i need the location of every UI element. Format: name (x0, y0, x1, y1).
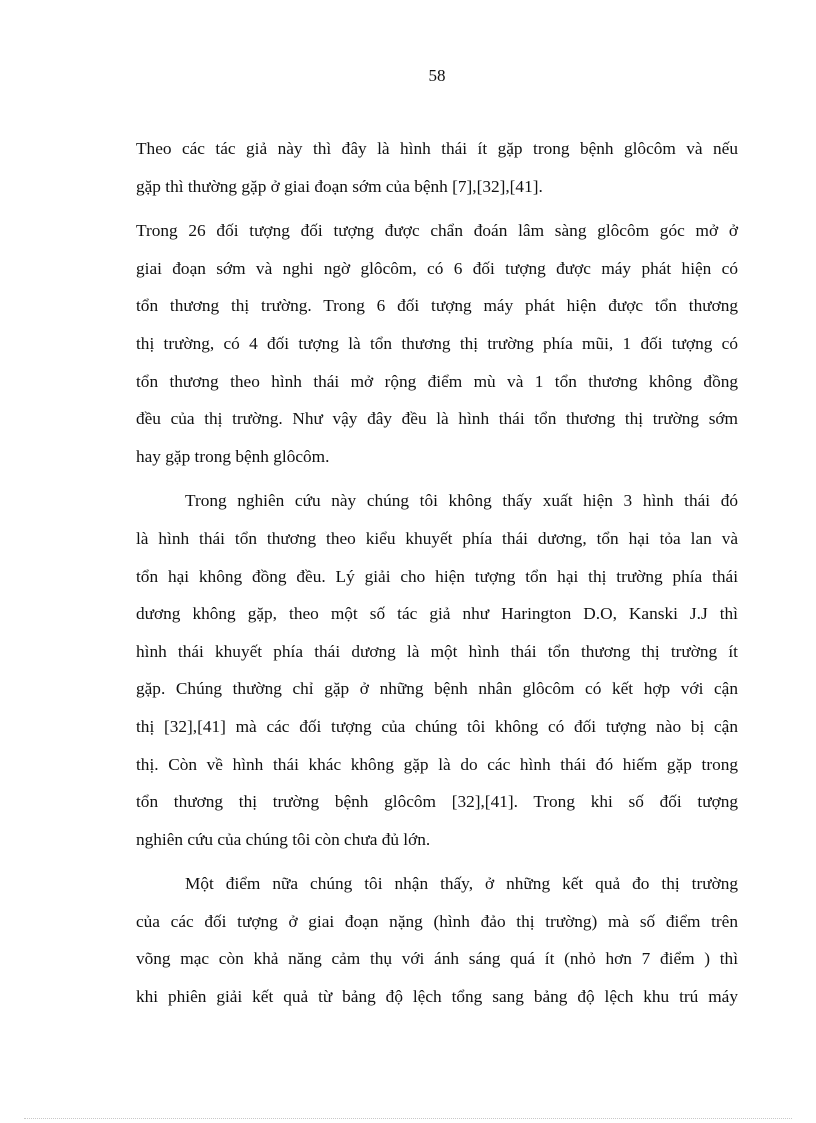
text-line: Trong nghiên cứu này chúng tôi không thấy xuất hiện 3 hình thái đó (185, 491, 738, 511)
text-line: thị [32],[41] mà các đối tượng của chúng tôi không có đối tượng nào bị cận (136, 716, 738, 736)
text-line: tổn thương theo hình thái mở rộng điểm mù và 1 tổn thương không đồng (136, 371, 738, 391)
text-line: Một điểm nữa chúng tôi nhận thấy, ở những kết quả đo thị trường (185, 874, 738, 894)
paragraph (136, 212, 738, 475)
paragraph-gap (136, 858, 738, 865)
text-line: tổn hại không đồng đều. Lý giải cho hiện tượng tổn hại thị trường phía thái (136, 566, 738, 586)
text-line: gặp thì thường gặp ở giai đoạn sớm của bệnh [7],[32],[41]. (136, 176, 543, 196)
text-line: nghiên cứu của chúng tôi còn chưa đủ lớn. (136, 829, 431, 849)
text-line: võng mạc còn khả năng cảm thụ với ánh sáng quá ít (nhỏ hơn 7 điểm ) thì (136, 949, 738, 969)
text-line: dương không gặp, theo một số tác giả như Harington D.O, Kanski J.J thì (136, 604, 738, 624)
paragraph-gap (136, 475, 738, 482)
paragraph-gap (136, 205, 738, 212)
text-line: tổn thương thị trường. Trong 6 đối tượng máy phát hiện được tổn thương (136, 296, 738, 316)
text-line: hình thái khuyết phía thái dương là một hình thái tổn thương thị trường ít (136, 641, 738, 661)
body-text (136, 130, 738, 1016)
text-line: thị trường, có 4 đối tượng là tổn thương thị trường phía mũi, 1 đối tượng có (136, 333, 738, 353)
footer-divider (24, 1118, 792, 1119)
page-number: 58 (428, 66, 446, 85)
text-line: của các đối tượng ở giai đoạn nặng (hình đảo thị trường) mà số điểm trên (136, 911, 738, 931)
text-line: hay gặp trong bệnh glôcôm. (136, 446, 330, 466)
text-line: đều của thị trường. Như vậy đây đều là hình thái tổn thương thị trường sớm (136, 409, 738, 429)
text-line: tổn thương thị trường bệnh glôcôm [32],[41]. Trong khi số đối tượng (136, 792, 738, 812)
text-line: khi phiên giải kết quả từ bảng độ lệch tổng sang bảng độ lệch khu trú máy (136, 987, 738, 1007)
text-line: Trong 26 đối tượng đối tượng được chẩn đoán lâm sàng glôcôm góc mở ở (136, 221, 738, 241)
text-line: Theo các tác giả này thì đây là hình thái ít gặp trong bệnh glôcôm và nếu (136, 139, 738, 158)
text-line: giai đoạn sớm và nghi ngờ glôcôm, có 6 đối tượng được máy phát hiện có (136, 258, 738, 278)
paragraph (136, 482, 738, 858)
text-line: gặp. Chúng thường chỉ gặp ở những bệnh nhân glôcôm có kết hợp với cận (136, 679, 738, 699)
text-line: là hình thái tổn thương theo kiểu khuyết phía thái dương, tổn hại tỏa lan và (136, 528, 738, 548)
paragraph (136, 865, 738, 1015)
paragraph (136, 130, 738, 205)
text-line: thị. Còn về hình thái khác không gặp là do các hình thái đó hiếm gặp trong (136, 754, 738, 774)
